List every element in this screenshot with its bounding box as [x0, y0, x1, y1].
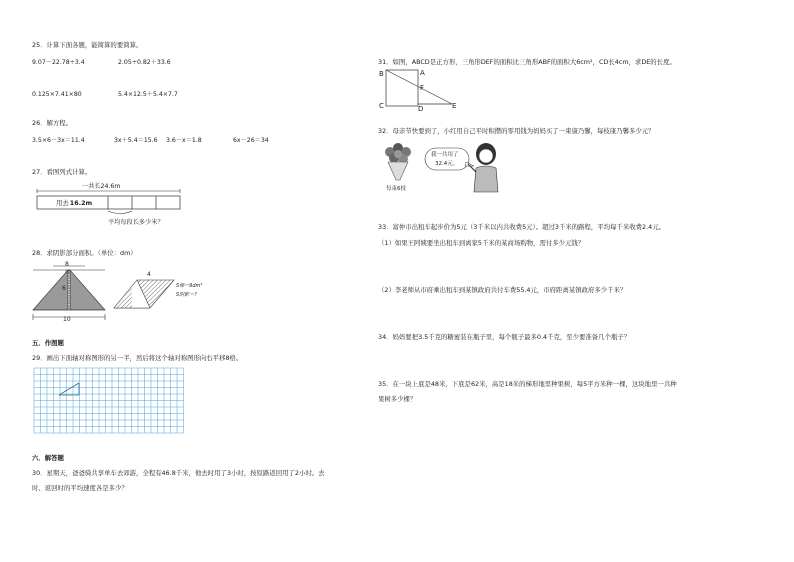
q31-label-D: D: [418, 105, 424, 112]
q27-segment-diagram: [32, 180, 182, 230]
q32-text: 32．母亲节快要到了，小红用自己平时积攒的零用钱为妈妈买了一束康乃馨，每枝康乃馨多少元？: [378, 127, 655, 135]
q31-label-C: C: [379, 102, 384, 110]
q32-bubble-line-1: 我一共用了: [431, 152, 459, 158]
q31-text: 31．如图，ABCD是正方形，三角形DEF的面积比三角形ABF的面积大6cm²，CD长4cm，求DE的长度。: [378, 58, 676, 66]
q28-base-label: 10: [63, 316, 71, 322]
q25-expr-4: 5.4×12.5＋5.4×7.7: [118, 91, 178, 98]
q31-label-B: B: [379, 70, 384, 78]
q26-eq-3: 3.6－x＝1.8: [166, 137, 202, 144]
q28-note-trapezoid: S梯＝9dm²: [176, 283, 203, 289]
q29-title: 29．画出下面轴对称图形的另一半，然后将这个轴对称图形向右平移8格。: [32, 354, 243, 362]
q32-caption: 每束6枝: [386, 186, 406, 192]
q25-expr-1: 9.07－22.78÷3.4: [32, 59, 85, 66]
q30-line-2: 时、返回时的平均速度各是多少？: [32, 484, 128, 492]
q26-eq-1: 3.5×6－3x＝11.4: [32, 137, 85, 144]
q28-title: 28．求阴影部分面积。（单位：dm）: [32, 249, 137, 257]
q31-label-A: A: [420, 69, 425, 77]
q25-expr-2: 2.05÷0.82＋33.6: [118, 59, 171, 66]
flower-bouquet-icon: [385, 143, 411, 180]
q31-square-figure: [376, 64, 466, 112]
q34-text: 34．妈妈要把3.5千克的糖蜜装在瓶子里，每个瓶子最多0.4千克，至少要准备几个瓶子？: [378, 333, 631, 341]
q33-line-3: （2）李老师从市府乘出租车到某镇政府共付车费55.4元，市府距离某镇政府多少千米？: [378, 286, 627, 294]
q28-parallelogram-figure: [112, 270, 212, 315]
q26-title: 26．解方程。: [32, 119, 73, 127]
q27-ask-label: 平均每段长多少米？: [108, 219, 164, 226]
section-5-heading: 五．作图题: [32, 339, 64, 347]
svg-text:用去16.2m: [56, 198, 93, 207]
q28-height-label: 6: [62, 285, 66, 292]
section-6-heading: 六．解答题: [32, 454, 64, 462]
q32-illustration: [378, 140, 518, 200]
q27-total-label: 一共长24.6m: [82, 183, 121, 190]
q28-para-top: 4: [147, 271, 151, 278]
q27-used-value: 16.2m: [69, 199, 93, 207]
q33-line-2: （1）如果王阿姨要坐出租车到离家5千米的某商场购物，需付多少元钱？: [378, 239, 585, 247]
q26-eq-4: 6x－26＝34: [233, 137, 269, 144]
q35-line-2: 果树多少棵？: [378, 395, 417, 403]
q27-used-prefix: 用去: [56, 199, 69, 207]
q30-line-1: 30．星期天，爸爸骑共享单车去郊游，全程有46.8千米，他去时用了3小时，按原路返回用了2小时。去: [32, 469, 325, 477]
girl-figure-icon: [468, 143, 498, 192]
q26-eq-2: 3x＋5.4＝15.6: [114, 137, 158, 144]
q28-top-length: 8: [65, 261, 69, 268]
q31-label-F: F: [420, 84, 425, 92]
q29-diagonal-line: [59, 383, 79, 395]
q29-grid: [33, 367, 185, 437]
q25-expr-3: 0.125×7.41×80: [32, 91, 82, 98]
q25-title: 25．计算下面各题，能简算的要简算。: [32, 41, 143, 49]
q28-triangles-figure: [30, 260, 120, 322]
q28-note-shaded: S阴影＝?: [176, 292, 197, 298]
q35-line-1: 35．在一块上底是48米，下底是62米，高是18米的梯形地里种果树，每5平方米种一棵，这块地里一共种: [378, 380, 677, 388]
q32-bubble-line-2: 32.4元。: [435, 161, 459, 167]
q33-line-1: 33．富仲市出租车起步价为5元（3千米以内共收费5元）。超过3千米的路程，平均每千米收费2.4元。: [378, 223, 665, 231]
q31-label-E: E: [452, 102, 457, 110]
q27-title: 27．看图列式计算。: [32, 168, 92, 176]
